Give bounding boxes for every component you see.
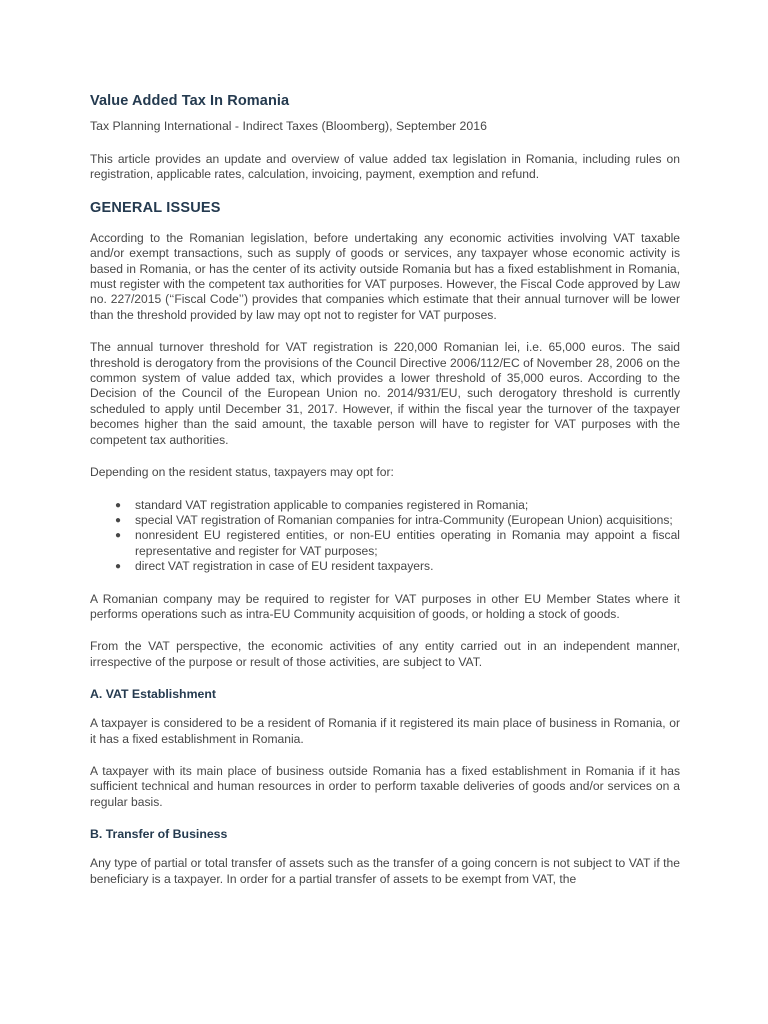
list-item-text: standard VAT registration applicable to companies registered in Romania; <box>135 497 529 512</box>
eu-registration-paragraph: A Romanian company may be required to register for VAT purposes in other EU Member States where it performs operations such as intra-EU Community acquisition of goods, or holding a stock of goods. <box>90 591 680 621</box>
list-item-text: nonresident EU registered entities, or non-EU entities operating in Romania may appoint a fiscal representative and register for VAT purposes; <box>135 528 680 558</box>
threshold-paragraph: The annual turnover threshold for VAT registration is 220,000 Romanian lei, i.e. 65,000 euros. The said threshold is derogatory from the provisions of the Council Directive 2006/112/EC of November 28, 2006 on the common system of value added tax, which provides a lower threshold of 35,000 euros. According to the Decision of the Council of the European Union no. 2014/931/EU, such derogatory threshold is currently scheduled to apply until December 31, 2017. However, if within the fiscal year the turnover of the taxpayer becomes higher than the said amount, the taxable person will have to register for VAT purposes with the competent tax authorities. <box>90 340 680 447</box>
fixed-establishment-paragraph: A taxpayer with its main place of business outside Romania has a fixed establishment in Romania if it has sufficient technical and human resources in order to perform taxable deliveries of goods and/or services on a regular basis. <box>90 763 680 809</box>
bullet-icon: ● <box>115 561 122 573</box>
list-item-text: direct VAT registration in case of EU resident taxpayers. <box>135 559 434 574</box>
transfer-of-business-heading: B. Transfer of Business <box>90 827 228 842</box>
registration-options-list <box>90 498 680 575</box>
list-item-text: special VAT registration of Romanian companies for intra-Community (European Union) acquisitions; <box>135 512 673 527</box>
bullet-icon: ● <box>115 514 122 526</box>
bullet-icon: ● <box>115 499 122 511</box>
list-item <box>90 559 680 574</box>
resident-status-paragraph: Depending on the resident status, taxpayers may opt for: <box>90 465 394 480</box>
list-item <box>90 528 680 559</box>
registration-paragraph: According to the Romanian legislation, before undertaking any economic activities involving VAT taxable and/or exempt transactions, such as supply of goods or services, any taxpayer whose economic activity is based in Romania, or has the center of its activity outside Romania but has a fixed establishment in Romania, must register with the competent tax authorities for VAT purposes. However, the Fiscal Code approved by Law no. 227/2015 (‘‘Fiscal Code’’) provides that companies which estimate that their annual turnover will be lower than the threshold provided by law may opt not to register for VAT purposes. <box>90 230 680 322</box>
residency-paragraph: A taxpayer is considered to be a resident of Romania if it registered its main place of business in Romania, or it has a fixed establishment in Romania. <box>90 716 680 746</box>
document-title: Value Added Tax In Romania <box>90 93 290 109</box>
intro-paragraph: This article provides an update and overview of value added tax legislation in Romania, including rules on registration, applicable rates, calculation, invoicing, payment, exemption and refund. <box>90 152 680 182</box>
list-item <box>90 498 680 513</box>
document-source-line: Tax Planning International - Indirect Taxes (Bloomberg), September 2016 <box>90 119 487 133</box>
vat-perspective-paragraph: From the VAT perspective, the economic activities of any entity carried out in an independent manner, irrespective of the purpose or result of those activities, are subject to VAT. <box>90 639 680 669</box>
transfer-paragraph: Any type of partial or total transfer of assets such as the transfer of a going concern is not subject to VAT if the beneficiary is a taxpayer. In order for a partial transfer of assets to be exempt from VAT, the <box>90 856 680 886</box>
list-item <box>90 513 680 528</box>
bullet-icon: ● <box>115 530 122 542</box>
general-issues-heading: GENERAL ISSUES <box>90 199 221 216</box>
vat-establishment-heading: A. VAT Establishment <box>90 687 216 702</box>
